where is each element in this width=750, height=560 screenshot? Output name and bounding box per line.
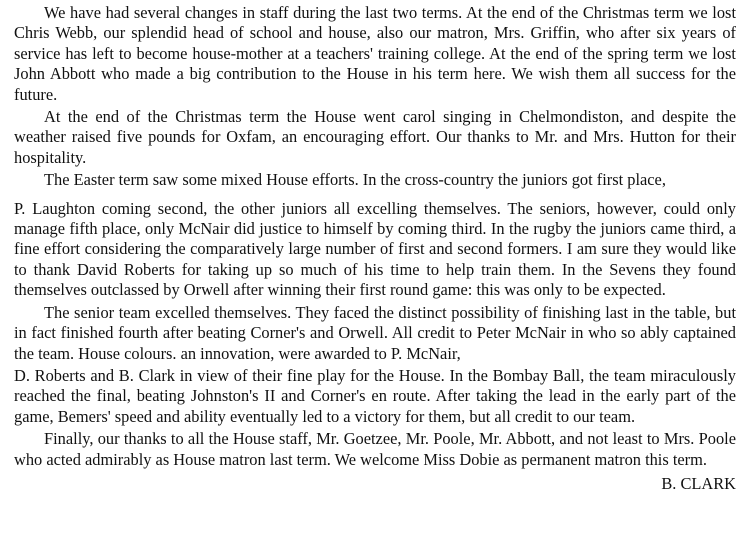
paragraph-juniors-results: P. Laughton coming second, the other juniors all excelling themselves. The seniors, however, could only manage fifth place, only McNair did justice to himself by coming third. In the rugby the juniors came third, a fine effort considering the comparatively large number of first and second formers. I am sure they would like to thank David Roberts for taking up so much of his time to help train them. In the Sevens they found themselves outclassed by Orwell after winning their first round game: this was only to be expected.	[14, 198, 736, 300]
paragraph-senior-team: The senior team excelled themselves. They faced the distinct possibility of finishing last in the table, but in fact finished fourth after beating Corner's and Orwell. All credit to Peter McNair in who so ably captained the team. House colours. an innovation, were awarded to P. McNair,	[14, 302, 736, 363]
paragraph-staff-changes: We have had several changes in staff during the last two terms. At the end of the Christmas term we lost Chris Webb, our splendid head of school and house, also our matron, Mrs. Griffin, who after six years of service has left to become house-mother at a teachers' training college. At the end of the spring term we lost John Abbott who made a big contribution to the House in his term here. We wish them all success for the future.	[14, 3, 736, 104]
paragraph-easter-term: The Easter term saw some mixed House efforts. In the cross-country the juniors got first place,	[44, 170, 666, 190]
paragraph-carol-singing: At the end of the Christmas term the House went carol singing in Chelmondiston, and despite the weather raised five pounds for Oxfam, an encouraging effort. Our thanks to Mr. and Mrs. Hutton for their hospitality.	[14, 107, 736, 167]
paragraph-thanks: Finally, our thanks to all the House staff, Mr. Goetzee, Mr. Poole, Mr. Abbott, and not least to Mrs. Poole who acted admirably as House matron last term. We welcome Miss Dobie as permanent matron this term.	[14, 429, 736, 469]
document-page	[14, 3, 736, 494]
paragraph-bombay-ball: D. Roberts and B. Clark in view of their fine play for the House. In the Bombay Ball, the team miraculously reached the final, beating Johnston's II and Corner's en route. After taking the lead in the early part of the game, Bemers' speed and ability eventually led to a victory for them, but all credit to our team.	[14, 365, 736, 426]
signature: B. CLARK	[661, 473, 736, 493]
